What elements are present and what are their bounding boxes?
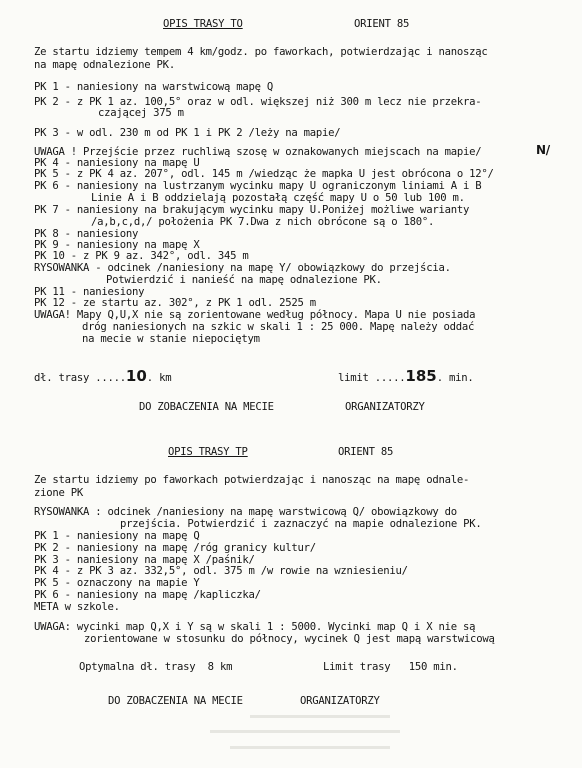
section1-rysowanka-line2: Potwierdzić i nanieść na mapę odnalezione PK.: [106, 274, 382, 286]
section1-length-label: dł. trasy: [34, 372, 96, 384]
section1-uwaga1-handwritten-mark: N/: [536, 143, 550, 157]
section1-pk10: PK 10 - z PK 9 az. 342°, odl. 345 m: [34, 250, 249, 262]
section1-pk6-line1: PK 6 - naniesiony na lustrzanym wycinku mapy U ograniczonym liniami A i B: [34, 180, 482, 192]
section2-optimal-length: Optymalna dł. trasy 8 km: [79, 661, 233, 673]
section2-rysowanka-line2: przejścia. Potwierdzić i zaznaczyć na mapie odnalezione PK.: [120, 518, 482, 530]
section2-footer-left: DO ZOBACZENIA NA MECIE: [108, 695, 243, 707]
section2-pk3: PK 3 - naniesiony na mapę X /paśnik/: [34, 554, 255, 566]
section2-meta: META w szkole.: [34, 601, 120, 613]
section2-uwaga-line2: zorientowane w stosunku do północy, wycinek Q jest mapą warstwicową: [84, 633, 495, 645]
section1-limit-dots-after: .: [436, 372, 443, 384]
section1-footer-right: ORGANIZATORZY: [345, 401, 425, 413]
section1-pk7-line2: /a,b,c,d,/ położenia PK 7.Dwa z nich obrócone są o 180°.: [91, 216, 435, 228]
section1-limit-value: 185: [405, 367, 437, 385]
section1-uwaga2-line2: dróg naniesionych na szkic w skali 1 : 25 000. Mapę należy oddać: [82, 321, 475, 333]
section1-pk12: PK 12 - ze startu az. 302°, z PK 1 odl. 2525 m: [34, 297, 316, 309]
section1-pk4: PK 4 - naniesiony na mapę U: [34, 157, 200, 169]
section2-pk5: PK 5 - oznaczony na mapie Y: [34, 577, 200, 589]
section1-pk9: PK 9 - naniesiony na mapę X: [34, 239, 200, 251]
section1-footer-left: DO ZOBACZENIA NA MECIE: [139, 401, 274, 413]
section1-title: OPIS TRASY TO: [163, 18, 243, 30]
section1-uwaga1: UWAGA ! Przejście przez ruchliwą szosę w oznakowanych miejscach na mapie/: [34, 146, 482, 158]
section1-pk5: PK 5 - z PK 4 az. 207°, odl. 145 m /wiedząc że mapka U jest obrócona o 12°/: [34, 168, 494, 180]
section1-pk7-line1: PK 7 - naniesiony na brakującym wycinku mapy U.Poniżej możliwe warianty: [34, 204, 470, 216]
section2-event: ORIENT 85: [338, 446, 394, 458]
section2-uwaga-line1: UWAGA: wycinki map Q,X i Y są w skali 1 : 5000. Wycinki map Q i X nie są: [34, 621, 476, 633]
section1-uwaga2-line1: UWAGA! Mapy Q,U,X nie są zorientowane według północy. Mapa U nie posiada: [34, 309, 476, 321]
section1-length-value: 10: [125, 367, 147, 385]
section2-intro-line1: Ze startu idziemy po faworkach potwierdzając i nanosząc na mapę odnale-: [34, 474, 470, 486]
section1-pk6-line2: Linie A i B oddzielają pozostałą część mapy U o 50 lub 100 m.: [91, 192, 465, 204]
section1-intro-line1: Ze startu idziemy tempem 4 km/godz. po faworkach, potwierdzając i nanosząc: [34, 46, 488, 58]
section1-pk2-line2: czającej 375 m: [98, 107, 184, 119]
section1-limit-dots: .....: [374, 372, 406, 384]
section1-pk8: PK 8 - naniesiony: [34, 228, 139, 240]
section1-pk2-line1: PK 2 - z PK 1 az. 100,5° oraz w odl. większej niż 300 m lecz nie przekra-: [34, 96, 482, 108]
section2-pk2: PK 2 - naniesiony na mapę /róg granicy kultur/: [34, 542, 316, 554]
section1-rysowanka-line1: RYSOWANKA - odcinek /naniesiony na mapę Y/ obowiązkowy do przejścia.: [34, 262, 451, 274]
section1-limit-label: limit: [338, 372, 375, 384]
section1-intro-line2: na mapę odnalezione PK.: [34, 59, 175, 71]
section1-event: ORIENT 85: [354, 18, 410, 30]
section1-uwaga2-line3: na mecie w stanie niepociętym: [82, 333, 260, 345]
section2-footer-right: ORGANIZATORZY: [300, 695, 380, 707]
section2-rysowanka-line1: RYSOWANKA : odcinek /naniesiony na mapę warstwicową Q/ obowiązkowy do: [34, 506, 457, 518]
section1-limit-unit: min.: [442, 372, 474, 384]
section1-pk11: PK 11 - naniesiony: [34, 286, 145, 298]
section1-pk1: PK 1 - naniesiony na warstwicową mapę Q: [34, 81, 273, 93]
section2-title: OPIS TRASY TP: [168, 446, 248, 458]
section2-limit: Limit trasy 150 min.: [323, 661, 458, 673]
section1-length-dots-after: .: [146, 372, 153, 384]
section2-pk1: PK 1 - naniesiony na mapę Q: [34, 530, 200, 542]
section1-length-dots: .....: [95, 372, 126, 384]
section1-pk3: PK 3 - w odl. 230 m od PK 1 i PK 2 /leży na mapie/: [34, 127, 341, 139]
section2-pk6: PK 6 - naniesiony na mapę /kapliczka/: [34, 589, 261, 601]
section2-pk4: PK 4 - z PK 3 az. 332,5°, odl. 375 m /w rowie na wzniesieniu/: [34, 565, 408, 577]
section1-length-unit: km: [152, 372, 172, 384]
section2-intro-line2: zione PK: [34, 487, 84, 499]
